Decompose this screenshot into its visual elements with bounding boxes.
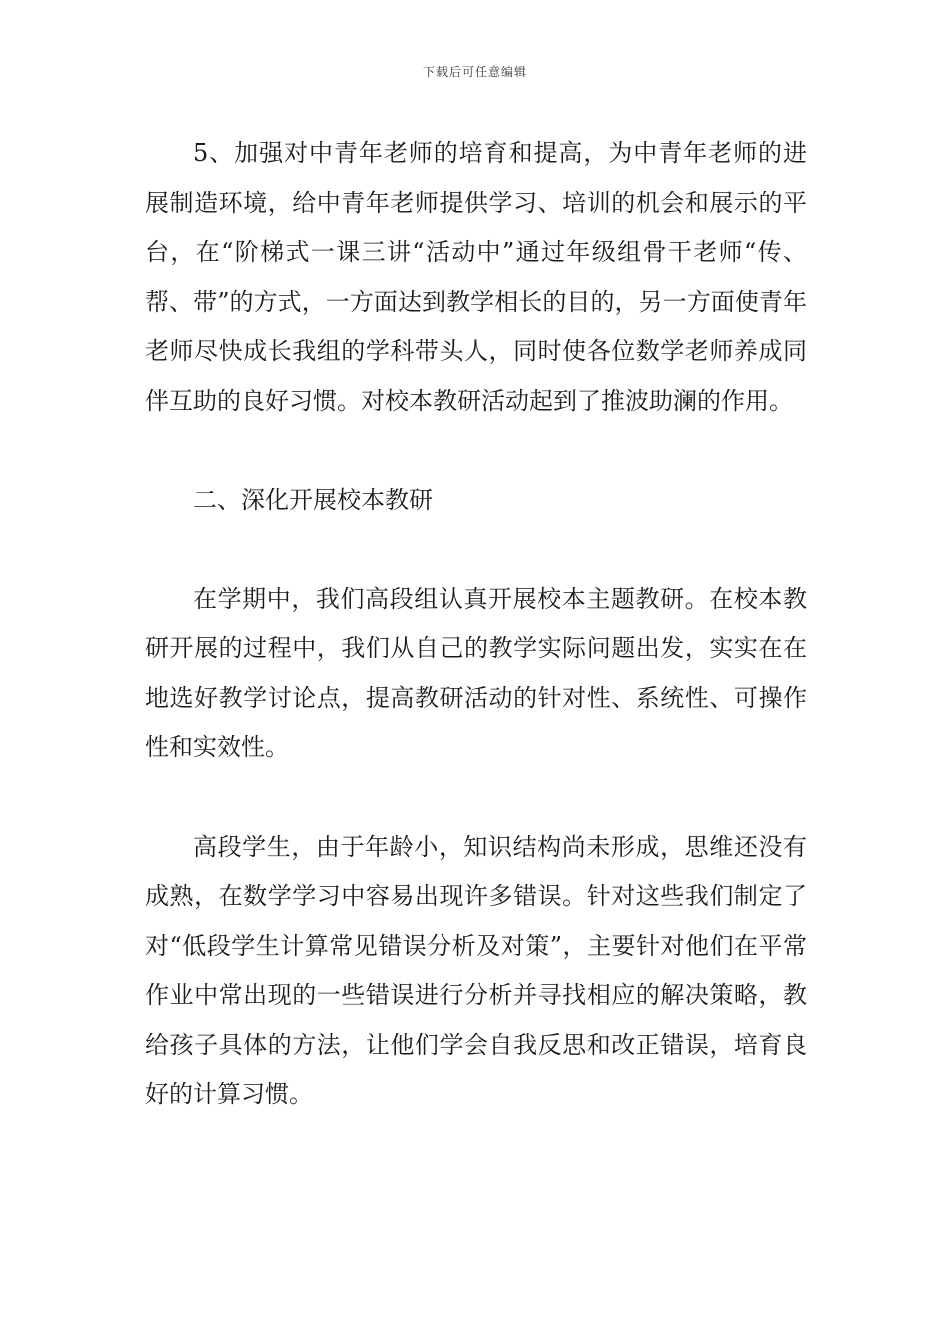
- section-heading: 二、深化开展校本教研: [193, 486, 433, 514]
- page-header: 下载后可任意编辑: [422, 65, 527, 79]
- paragraph-teacher-development: 5、加强对中青年老师的培育和提高，为中青年老师的进展制造环境，给中青年老师提供学习、培训的机会和展示的平台，在“阶梯式一课三讲“活动中”通过年级组骨干老师“传、帮、带”的方式，一方面达到教学相长的目的，另一方面使青年老师尽快成长我组的学科带头人，同时使各位数学老师养成同伴互助的良好习惯。对校本教研活动起到了推波助澜的作用。: [145, 139, 807, 415]
- document-body: [145, 129, 807, 1120]
- paragraph-school-research: 在学期中，我们高段组认真开展校本主题教研。在校本教研开展的过程中，我们从自己的教学实际问题出发，实实在在地选好教学讨论点，提高教研活动的针对性、系统性、可操作性和实效性。: [145, 584, 807, 761]
- paragraph-student-errors: 高段学生，由于年龄小，知识结构尚未形成，思维还没有成熟，在数学学习中容易出现许多错误。针对这些我们制定了对“低段学生计算常见错误分析及对策”，主要针对他们在平常作业中常出现的一些错误进行分析并寻找相应的解决策略，教给孩子具体的方法，让他们学会自我反思和改正错误，培育良好的计算习惯。: [145, 832, 807, 1108]
